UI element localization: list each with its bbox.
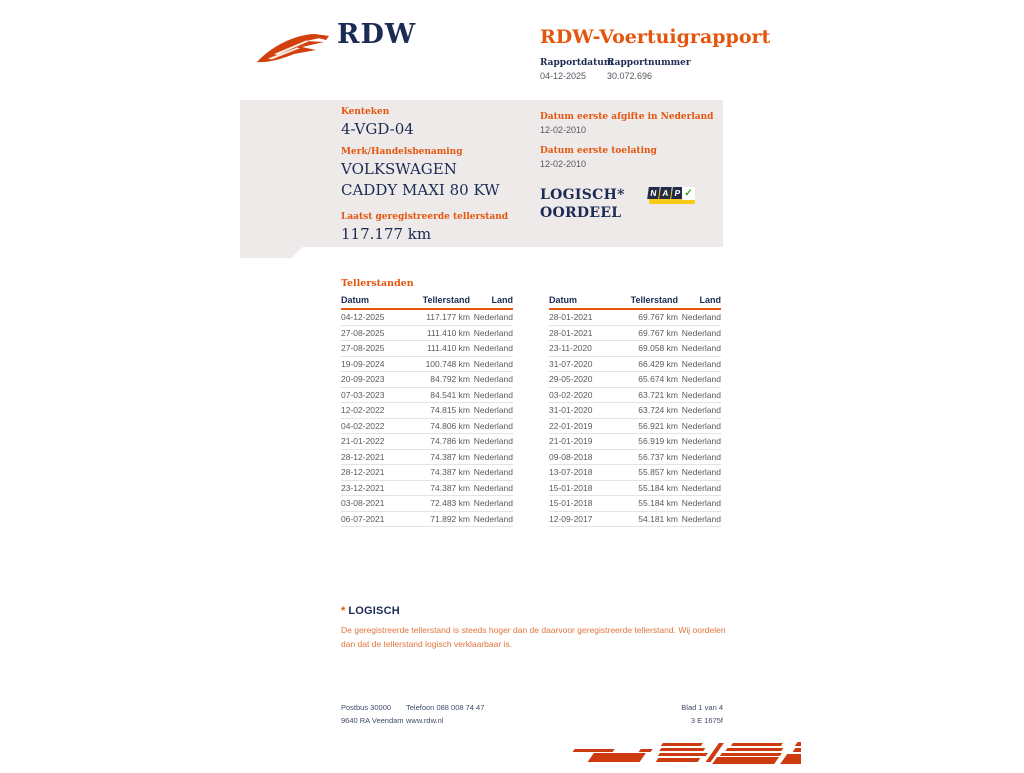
col-header-land: Land [678,294,721,309]
cell-datum: 03-08-2021 [341,496,406,512]
merk-value-line1: VOLKSWAGEN [341,160,457,178]
cell-tellerstand: 74.387 km [406,465,470,481]
cell-land: Nederland [470,341,513,357]
cell-datum: 21-01-2019 [549,434,614,450]
afgifte-label: Datum eerste afgifte in Nederland [540,112,714,122]
cell-tellerstand: 69.767 km [614,325,678,341]
cell-datum: 28-12-2021 [341,449,406,465]
cell-land: Nederland [470,418,513,434]
table-row [341,356,513,372]
footer-form-code: 3 E 1675f [690,716,723,725]
cell-datum: 19-09-2024 [341,356,406,372]
cell-tellerstand: 55.184 km [614,480,678,496]
cell-land: Nederland [470,309,513,325]
report-date-label: Rapportdatum [540,58,614,68]
cell-datum: 28-01-2021 [549,309,614,325]
cell-land: Nederland [678,403,721,419]
cell-tellerstand: 63.721 km [614,387,678,403]
nap-letter-p: P [671,187,684,199]
col-header-land: Land [470,294,513,309]
note-heading: * LOGISCH [341,605,400,617]
table-row [341,449,513,465]
cell-tellerstand: 56.921 km [614,418,678,434]
table-row [549,496,721,512]
table-row [549,387,721,403]
toelating-value: 12-02-2010 [540,159,587,169]
cell-land: Nederland [678,341,721,357]
cell-land: Nederland [678,511,721,527]
report-date-value: 04-12-2025 [540,71,587,81]
table-row [341,325,513,341]
afgifte-value: 12-02-2010 [540,125,587,135]
cell-datum: 06-07-2021 [341,511,406,527]
cell-land: Nederland [678,449,721,465]
table-row [341,341,513,357]
kenteken-value: 4-VGD-04 [341,120,414,138]
report-title: RDW-Voertuigrapport [540,26,771,48]
vehicle-info-right [540,112,726,222]
table-row [549,356,721,372]
cell-land: Nederland [678,309,721,325]
wing-pattern-icon [543,740,801,768]
merk-label: Merk/Handelsbenaming [341,147,463,157]
cell-datum: 28-01-2021 [549,325,614,341]
report-number-value: 30.072.696 [607,71,653,81]
cell-land: Nederland [678,325,721,341]
cell-tellerstand: 71.892 km [406,511,470,527]
cell-datum: 12-09-2017 [549,511,614,527]
cell-datum: 04-02-2022 [341,418,406,434]
cell-land: Nederland [678,434,721,450]
cell-datum: 09-08-2018 [549,449,614,465]
cell-datum: 03-02-2020 [549,387,614,403]
tellerstanden-heading: Tellerstanden [341,278,414,289]
table-row [549,309,721,325]
oordeel-text: LOGISCH* OORDEEL [540,187,625,221]
cell-land: Nederland [470,449,513,465]
tellerstanden-table-left [341,294,513,527]
cell-tellerstand: 74.786 km [406,434,470,450]
cell-land: Nederland [470,403,513,419]
cell-land: Nederland [470,434,513,450]
cell-tellerstand: 111.410 km [406,341,470,357]
table-row [341,387,513,403]
footer-phone: Telefoon 088 008 74 47 [406,703,485,712]
footer-page-indicator: Blad 1 van 4 [681,703,723,712]
cell-land: Nederland [470,480,513,496]
cell-tellerstand: 72.483 km [406,496,470,512]
table-row [549,403,721,419]
cell-datum: 07-03-2023 [341,387,406,403]
cell-tellerstand: 63.724 km [614,403,678,419]
table-row [549,418,721,434]
cell-land: Nederland [678,480,721,496]
table-row [549,434,721,450]
cell-tellerstand: 111.410 km [406,325,470,341]
cell-datum: 31-07-2020 [549,356,614,372]
table-row [341,496,513,512]
table-row [341,434,513,450]
nap-letter-a: A [659,187,672,199]
cell-land: Nederland [470,356,513,372]
table-row [341,372,513,388]
cell-land: Nederland [678,387,721,403]
cell-datum: 20-09-2023 [341,372,406,388]
cell-datum: 12-02-2022 [341,403,406,419]
table-row [341,511,513,527]
report-meta [540,58,740,82]
cell-land: Nederland [678,418,721,434]
cell-land: Nederland [470,372,513,388]
table-row [549,341,721,357]
table-row [549,465,721,481]
cell-tellerstand: 56.737 km [614,449,678,465]
report-number-label: Rapportnummer [607,58,691,68]
table-row [341,309,513,325]
cell-tellerstand: 100.748 km [406,356,470,372]
cell-tellerstand: 84.541 km [406,387,470,403]
rdw-wordmark: RDW [337,19,417,50]
cell-tellerstand: 84.792 km [406,372,470,388]
cell-tellerstand: 74.387 km [406,480,470,496]
logisch-note [341,605,735,651]
nap-check-icon: ✓ [682,187,695,200]
vehicle-info-left [341,107,531,244]
cell-datum: 21-01-2022 [341,434,406,450]
cell-datum: 27-08-2025 [341,325,406,341]
cell-tellerstand: 74.815 km [406,403,470,419]
cell-tellerstand: 55.857 km [614,465,678,481]
cell-tellerstand: 66.429 km [614,356,678,372]
footer-address-line2: 9640 RA Veendam [341,716,404,725]
cell-land: Nederland [678,372,721,388]
cell-datum: 13-07-2018 [549,465,614,481]
cell-datum: 22-01-2019 [549,418,614,434]
cell-datum: 31-01-2020 [549,403,614,419]
table-row [549,449,721,465]
cell-datum: 15-01-2018 [549,496,614,512]
note-asterisk: * [341,605,346,617]
cell-land: Nederland [678,465,721,481]
merk-value-line2: CADDY MAXI 80 KW [341,181,500,199]
report-header [540,26,771,82]
cell-tellerstand: 54.181 km [614,511,678,527]
cell-land: Nederland [678,496,721,512]
cell-land: Nederland [470,496,513,512]
table-row [341,418,513,434]
cell-land: Nederland [470,511,513,527]
rdw-falcon-logo-icon [254,26,334,70]
tellerstanden-section [341,278,725,527]
table-row [549,372,721,388]
cell-tellerstand: 69.767 km [614,309,678,325]
note-text: De geregistreerde tellerstand is steeds hoger dan de daarvoor geregistreerde tellerstand. Wij oordelen dan dat de tellerstand logisch verklaarbaar is. [341,625,726,649]
table-row [341,403,513,419]
cell-datum: 29-05-2020 [549,372,614,388]
table-row [549,480,721,496]
cell-tellerstand: 65.674 km [614,372,678,388]
cell-tellerstand: 74.387 km [406,449,470,465]
cell-land: Nederland [470,325,513,341]
cell-tellerstand: 56.919 km [614,434,678,450]
cell-datum: 23-12-2021 [341,480,406,496]
table-row [341,480,513,496]
table-row [341,465,513,481]
nap-logo [648,187,697,206]
tellerstanden-table-right [549,294,721,527]
cell-land: Nederland [470,465,513,481]
col-header-datum: Datum [341,294,406,309]
cell-datum: 15-01-2018 [549,480,614,496]
cell-tellerstand: 74.806 km [406,418,470,434]
footer-website: www.rdw.nl [406,716,444,725]
cell-tellerstand: 117.177 km [406,309,470,325]
table-row [549,325,721,341]
tellerstand-value: 117.177 km [341,225,432,243]
toelating-label: Datum eerste toelating [540,146,657,156]
cell-land: Nederland [678,356,721,372]
cell-tellerstand: 69.058 km [614,341,678,357]
page-footer [341,701,723,727]
cell-datum: 28-12-2021 [341,465,406,481]
cell-land: Nederland [470,387,513,403]
col-header-tellerstand: Tellerstand [406,294,470,309]
cell-datum: 27-08-2025 [341,341,406,357]
nap-letter-n: N [647,187,660,199]
kenteken-label: Kenteken [341,107,390,117]
cell-datum: 04-12-2025 [341,309,406,325]
col-header-datum: Datum [549,294,614,309]
tellerstand-label: Laatst geregistreerde tellerstand [341,212,509,222]
cell-tellerstand: 55.184 km [614,496,678,512]
cell-datum: 23-11-2020 [549,341,614,357]
table-row [549,511,721,527]
col-header-tellerstand: Tellerstand [614,294,678,309]
footer-address-line1: Postbus 30000 [341,703,392,712]
